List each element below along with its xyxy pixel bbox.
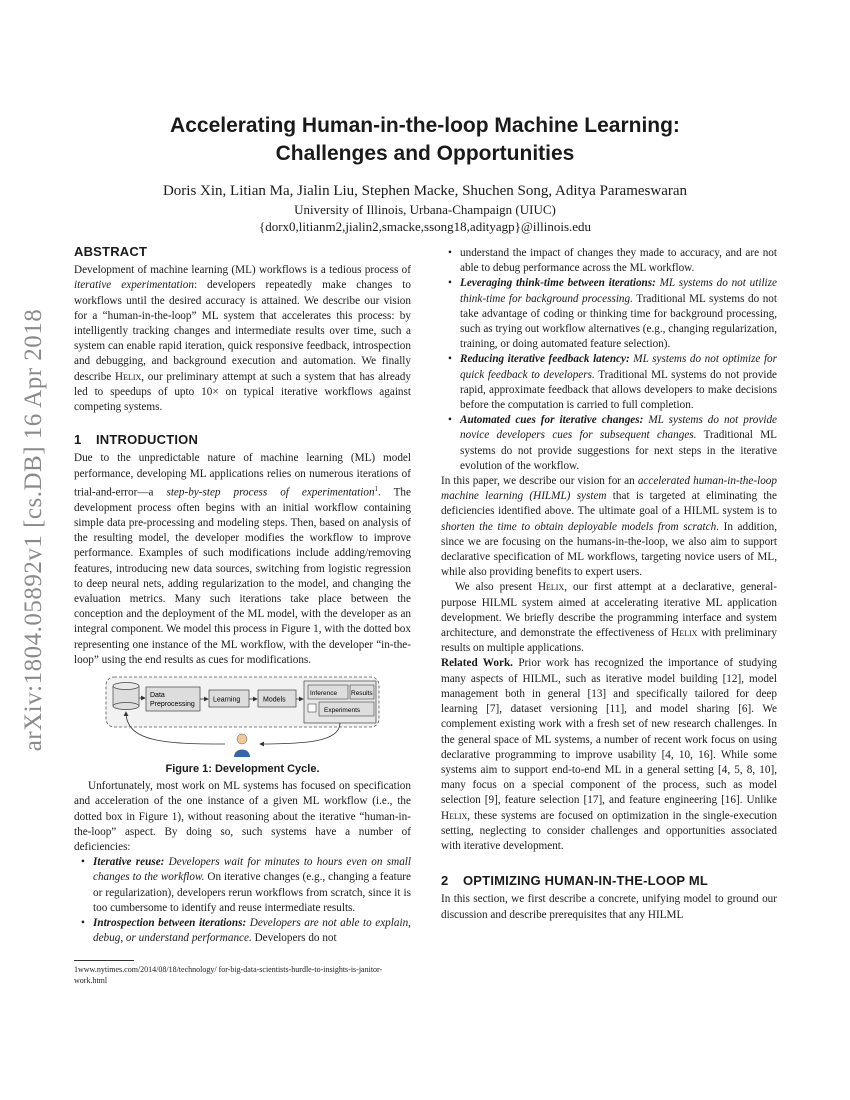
left-column	[74, 244, 411, 946]
title-line-1: Accelerating Human-in-the-loop Machine Learning:	[170, 114, 680, 137]
list-item: • Iterative reuse: Developers wait for minutes to hours even on small changes to the workflow. On iterative changes (e.g., changing a feature or regularization), developers rerun workflows from scratch, since it is too cumbersome to identify and reuse intermediate results.	[93, 855, 411, 916]
affiliation: University of Illinois, Urbana-Champaign (UIUC)	[294, 202, 556, 217]
intro-paragraph-1: Due to the unpredictable nature of machine learning (ML) model performance, developing ML applications relies on numerous iterations of trial-and-error—a step-by-step process of experimentation$^1$. The development process often begins with an initial workflow containing simple data pre-processing and modeling steps. Then, based on analysis of the resulting model, the developer modifies the workflow to improve performance. Examples of such modifications include adding/removing features, introducing new data sources, switching from logistic regression to deep neural nets, adding regularization to the model, and changing the evaluation metrics. Many such iterations take place between the conception and the deployment of the ML model, with the developer as an integral component. We model this process in Figure 1, with the dotted box representing one instance of the ML workflow, with the developer “in-the-loop” using the end results as cues for modifications.	[74, 452, 411, 666]
paper-title	[0, 112, 850, 168]
preprocessing-label: Preprocessing	[150, 701, 195, 709]
related-work-paragraph: Related Work. Prior work has recognized the importance of studying many aspects of HILML, such as iterative model building [12], model management both in general [13] and specifically tailored for deep learning [7], dataset versioning [11], and model sharing [6]. We complement existing work with a fresh set of new research challenges. In the general space of ML systems, a number of recent work focus on using declarative programming to improve usability [4, 10, 16]. While some systems aim to support end-to-end ML in a general setting [4, 5, 8, 10], many focus on a special component of the process, such as model selection [9], feature selection [17], and feature engineering [16]. Unlike Helix, these systems are focused on optimization in the single-execution setting, neglecting to consider challenges and opportunities associated with iterative development.	[441, 657, 778, 852]
title-line-2: Challenges and Opportunities	[275, 142, 575, 165]
deficiency-list-right	[441, 246, 777, 474]
vision-paragraph: In this paper, we describe our vision for an accelerated human-in-the-loop machine learning (HILML) system that is targeted at eliminating the deficiencies identified above. The ultimate goal of a HILML system is to shorten the time to obtain deployable models from scratch. In addition, since we are focusing on the humans-in-the-loop, we also aim to support declarative specification of ML workflows, targeting novice users of ML, while also providing benefits to expert users.	[441, 475, 777, 579]
arxiv-stamp: arXiv:1804.05892v1 [cs.DB] 16 Apr 2018	[20, 308, 47, 752]
affiliation-block	[0, 201, 850, 235]
development-cycle-diagram	[105, 676, 380, 758]
checkbox-icon	[308, 704, 316, 712]
intro-paragraph-2: Unfortunately, most work on ML systems has focused on specification and acceleration of the one instance of a given ML workflow (i.e., the dotted box in Figure 1), without reasoning about the iterative “human-in-the-loop” aspect. By doing so, such systems have a number of deficiencies:	[74, 780, 411, 854]
emails: {dorx0,litianm2,jialin2,smacke,ssong18,adityagp}@illinois.edu	[258, 219, 592, 234]
section-2-paragraph: In this section, we first describe a concrete, unifying model to ground our discussion and describe prerequisites that any HILML	[441, 893, 777, 921]
list-item: • Reducing iterative feedback latency: ML systems do not optimize for quick feedback to developers. Traditional ML systems do not provide rapid, approximate feedback that allows developers to make decisions before the computation is carried to full completion.	[460, 352, 777, 413]
list-item: • Introspection between iterations: Developers are not able to explain, debug, or understand performance. Developers do not	[93, 916, 411, 946]
list-item: • Leveraging think-time between iterations: ML systems do not utilize think-time for background processing. Traditional ML systems do not take advantage of coding or thinking time for background processing, such as trying out workflow alternatives (e.g., changing regularization, training, or doing automated feature selection).	[460, 276, 777, 352]
figure-1-caption: Figure 1: Development Cycle.	[165, 763, 320, 776]
list-item: • Automated cues for iterative changes: ML systems do not provide novice developers cues for subsequent changes. Traditional ML systems do not provide suggestions for next steps in the iterative evolution of the workflow.	[460, 413, 777, 474]
learning-label: Learning	[213, 696, 241, 704]
abstract-text: Development of machine learning (ML) workflows is a tedious process of iterative experimentation: developers repeatedly make changes to workflows until the desired accuracy is attained. We describe our vision for a “human-in-the-loop” ML system that accelerates this process: by intelligently tracking changes and intermediate results over time, such a system can enable rapid iteration, quick responsive feedback, introspection and debugging, and background execution and automation. We finally describe Helix, our preliminary attempt at such a system that has already led to speedups of upto 10× on typical iterative workflows against competing systems.	[74, 264, 411, 414]
footnote-mark: 1	[374, 484, 379, 493]
results-label: Results	[351, 690, 373, 698]
data-label: Data	[150, 692, 165, 700]
experiments-label: Experiments	[324, 707, 361, 715]
figure-1	[105, 676, 380, 758]
section-2-heading: 2 OPTIMIZING HUMAN-IN-THE-LOOP ML	[441, 873, 708, 889]
deficiency-list-left	[74, 855, 411, 946]
list-item-continued: • understand the impact of changes they made to accuracy, and are not able to debug performance across the ML workflow.	[460, 246, 777, 276]
inference-label: Inference	[310, 690, 338, 698]
author-list: Doris Xin, Litian Ma, Jialin Liu, Stephen Macke, Shuchen Song, Aditya Parameswaran	[162, 183, 688, 199]
related-work-title: Related Work.	[441, 657, 513, 670]
footnote-rule	[74, 960, 134, 961]
abstract-heading: ABSTRACT	[74, 244, 148, 259]
right-column	[441, 246, 777, 923]
helix-paragraph: We also present Helix, our first attempt at a declarative, general-purpose HILML system aimed at accelerating iterative ML application development. We briefly describe the programming interface and system architecture, and demonstrate the effectiveness of Helix with preliminary results on multiple applications.	[441, 581, 777, 655]
developer-icon	[234, 734, 250, 757]
intro-heading: 1 INTRODUCTION	[74, 432, 199, 448]
footnote-text: 1www.nytimes.com/2014/08/18/technology/ for-big-data-scientists-hurdle-to-insights-is-janitor-work.html	[74, 965, 383, 985]
models-label: Models	[263, 696, 286, 704]
footnote	[74, 960, 411, 986]
database-icon	[113, 683, 139, 710]
